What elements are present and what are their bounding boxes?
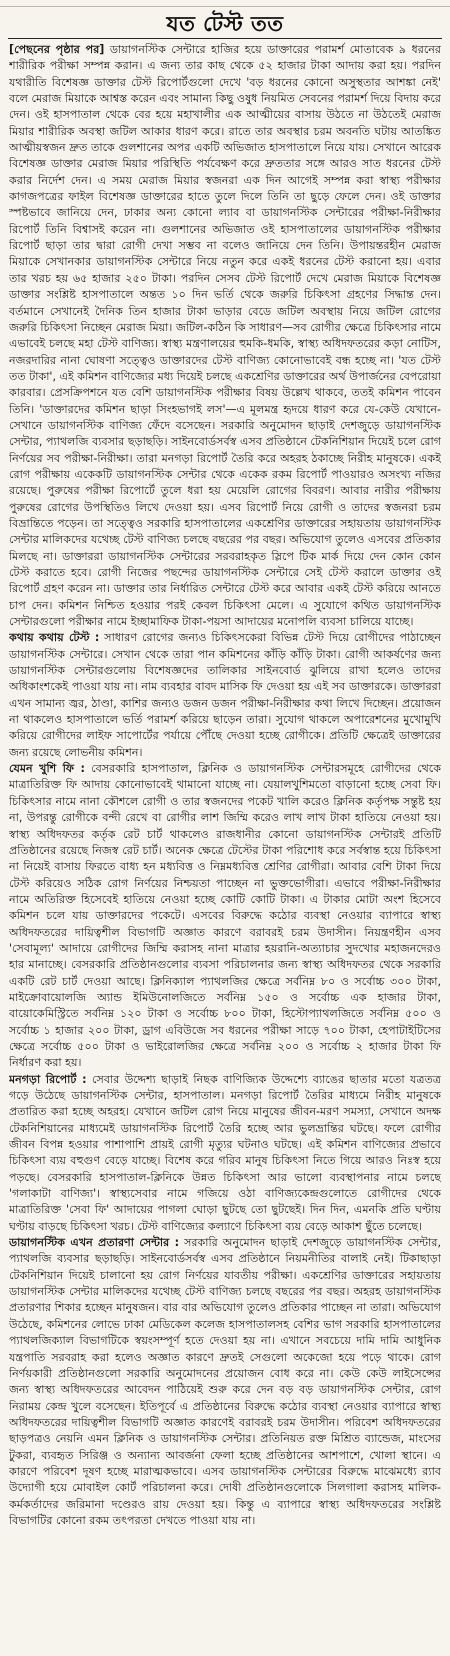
page-title: যত টেস্ট তত <box>166 12 284 36</box>
paragraph-lead: [পেছনের পৃষ্ঠার পর] <box>9 43 105 56</box>
subheading: কথায় কথায় টেস্ট : <box>9 631 100 645</box>
paragraph <box>9 1235 441 1529</box>
subheading: ডায়াগনস্টিক এখন প্রতারণা সেন্টার : <box>9 1236 180 1250</box>
running-head <box>0 0 450 7</box>
paragraph <box>9 1072 441 1235</box>
subheading: মনগড়া রিপোর্ট : <box>9 1072 87 1086</box>
paragraph-text: বেসরকারি হাসপাতাল, ক্লিনিক ও ডায়াগনস্টিক সেন্টারসমূহে রোগীদের থেকে মাত্রাতিরিক্ত ফি আদায় কোনোভাবেই থামানো যাচ্ছে না। যেয়ালখুশিমতো বাড়ানো হচ্ছে সেবা ফি। চিকিৎসার নামে নানা কৌশলে রোগী ও তার স্বজনদের পকেট খালি করেও ক্লিনিক কর্তৃপক্ষ সন্তুষ্ট হয় না, উপরন্তু রোগীকে বন্দী রেখে বা রোগীর লাশ জিম্মি করেও লাখ লাখ টাকা হাতিয়ে নেওয়া হয়। স্বাস্থ্য অধিদফতর কর্তৃক রেট চার্ট থাকলেও রাজধানীর কোনো ডায়াগনস্টিক সেন্টারই প্রতিটি প্রতিষ্ঠানের রয়েছে নিজস্ব রেট চার্ট। অনেক ক্ষেত্রে টেস্টের টাকা পরিশোধ করে সর্বস্বান্ত হয়ে চিকিৎসা না নিয়েই বাসায় ফিরতে বাধ্য হন মধ্যবিত্ত ও নিম্নমধ্যবিত্ত শ্রেণির রোগীরা। আবার বেশি টাকা দিয়ে টেস্ট করিয়েও সঠিক রোগ নির্ণয়ের নিশ্চয়তা পাচ্ছেন না ভুক্তভোগীরা। এভাবে পরীক্ষা-নিরীক্ষার নামে অতিরিক্ত হিসেবেই হাতিয়ে নেওয়া হচ্ছে কোটি কোটি টাকা। এ টাকার মোটা অংশ হিসেবে কমিশন চলে যায় ডাক্তারদের পকেটে। এসবের বিরুদ্ধে কঠোর ব্যবস্থা নেওয়ার ব্যাপারে স্বাস্থ্য অধিদফতরের দায়িত্বশীল বিভাগটি অজ্ঞাত কারণে বরাবরই চরম উদাসীন। নিয়ন্ত্রণহীন এসব 'সেবামূল্য' আদায়ে রোগীদের জিম্মি করাসহ নানা মাত্রার হয়রানি-অত্যাচার সুদখোর মহাজনদেরও হার মানাচ্ছে। বেসরকারি প্রতিষ্ঠানগুলোর ব্যবসা পরিচালনার জন্য স্বাস্থ্য অধিদফতর থেকে সরকারি একটি রেট চার্ট দেওয়া আছে। ক্লিনিক্যাল প্যাথলজির ক্ষেত্রে সর্বনিম্ন ৮০ ও সর্বোচ্চ ৩০০ টাকা, মাইক্রোবায়োলজি অ্যান্ড ইমিউনোলজিতে সর্বনিম্ন ১৫০ ও সর্বোচ্চ এক হাজার টাকা, বায়োকেমিস্ট্রিতে সর্বনিম্ন ১২০ টাকা ও সর্বোচ্চ ৮০০ টাকা, হিস্টোপ্যাথলজিতে সর্বনিম্ন ৫০০ ও সর্বোচ্চ ১ হাজার ২০০ টাকা, ড্রাগ এবিউজে সব ধরনের পরীক্ষা সাড়ে ৭০০ টাকা, হেপাটাইটিসের ক্ষেত্রে সর্বোচ্চ ৫০০ টাকা ও ভাইরোলজির ক্ষেত্রে সর্বনিম্ন ২০০ ও সর্বোচ্চ ২ হাজার টাকা ফি নির্ধারণ করা হয়। <box>9 762 441 1070</box>
paragraph-text: সাধারণ রোগের জন্যও চিকিৎসকেরা বিভিন্ন টেস্ট দিয়ে রোগীদের পাঠাচ্ছেন ডায়াগনস্টিক সেন্টারে। সেখান থেকে তারা পান কমিশনের কাঁড়ি কাঁড়ি টাকা। রোগী আকর্ষণের জন্য ডায়াগনস্টিক সেন্টারগুলোয় বিশেষজ্ঞদের তালিকার সাইনবোর্ড ঝুলিয়ে রাখা হলেও তাদের অধিকাংশকেই পাওয়া যায় না। নাম ব্যবহার বাবদ মাসিক ফি দেওয়া হয় এই সব ডাক্তারকে। ডাক্তাররা এখন সামান্য জ্বর, ঠাণ্ডা, কাশির জন্যও ডজন ডজন পরীক্ষা-নিরীক্ষার কথা লিখে দিচ্ছেন। প্রয়োজন না থাকলেও হাসপাতালে ভর্তি পরামর্শ করিয়ে ছাড়েন তারা। সুযোগ থাকলে অপারেশনের মুখোমুখি করিয়ে রোগীদের লাইফ সাপোর্টের পর্যায়ে পৌঁছে দেওয়া হচ্ছে রোগীকে। প্রতিটি ক্ষেত্রেই ডাক্তারের জন্য রয়েছে লোভনীয় কমিশন। <box>9 631 441 759</box>
paragraph-text: সরকারি অনুমোদন ছাড়াই দেশজুড়ে ডায়াগনস্টিক সেন্টার, প্যাথলজি ব্যবসার ছড়াছড়ি। সাইনবোর্ডসর্বস্ব এসব প্রতিষ্ঠানে নিয়মনীতির বালাই নেই। টিকাছাড়া টেকনিশিয়ান দিয়েই চালানো হয় রোগ নির্ণয়ের যাবতীয় পরীক্ষা। একশ্রেণির ডাক্তারের সহায়তায় ডায়াগনস্টিক সেন্টার মালিকদের যথেচ্ছ টেস্ট বাণিজ্য চলছে বছরের পর বছর। অহরহ ডায়াগনস্টিক প্রতারণার শিকার হচ্ছেন মানুষজন। বার বার অভিযোগ তুলেও প্রতিকার পাচ্ছেন না তারা। অভিযোগ উঠেছে, কমিশনের লোভে ঢাকা মেডিকেল কলেজ হাসপাতালসহ বেশির ভাগ সরকারি হাসপাতালের প্যাথলজিক্যাল বিভাগটিকে স্বয়ংসম্পূর্ণ হতে দেওয়া হয় না। এখানে সবচেয়ে দামি দামি আধুনিক যন্ত্রপাতি সরবরাহ করা হলেও অজ্ঞাত কারণে দ্রুতই সেগুলো অকেজো হয়ে পড়ে থাকে। রোগ নির্ণয়কারী প্রতিষ্ঠানগুলো সরকারি অনুমোদনের প্রয়োজন বোধ করে না। কেউ কেউ লাইসেন্সের জন্য স্বাস্থ্য অধিদফতরের আবেদন পাঠিয়েই শুরু করে দেন বড় বড় ডায়াগনস্টিক সেন্টার, রোগ নিরাময় কেন্দ্র খুলে বসেছেন। ইতিপূর্বে এ প্রতিষ্ঠানের বিরুদ্ধে কঠোর ব্যবস্থা নেওয়ার ব্যাপারে স্বাস্থ্য অধিদফতরের দায়িত্বশীল বিভাগটি অজ্ঞাত কারণেই বরাবরই চরম উদাসীন। পরিবেশ অধিদফতরের ছাড়পত্রও নেয়নি এমন ক্লিনিক ও ডায়াগনস্টিক সেন্টার। প্রতিনিয়ত রক্ত মিশ্রিত ব্যান্ডেজ, মাংসের টুকরা, ব্যবহৃত সিরিঞ্জ ও অন্যান্য আবর্জনা ফেলা হচ্ছে প্রতিষ্ঠানের আশপাশে, খোলা স্থানে। এ কারণে পরিবেশ দূষণ হচ্ছে মারাত্মকভাবে। এসব ডায়াগনস্টিক সেন্টারের বিরুদ্ধে মাঝেমধ্যে র‌্যাব উদ্যোগী হয়ে মোবাইল কোর্ট পরিচালনা করে। দোষী প্রতিষ্ঠানগুলোকে সিলগালা করাসহ মালিক-কর্মকর্তাদের জরিমানা দণ্ডেরও রায় দেওয়া হয়। কিন্তু এ ব্যাপারে স্বাস্থ্য অধিদফতরের সংশ্লিষ্ট বিভাগটির কোনো রকম তৎপরতা দেখতে পাওয়া যায় না। <box>9 1236 441 1527</box>
paragraph-text: ডায়াগনস্টিক সেন্টারে হাজির হয়ে ডাক্তারের পরামর্শ মোতাবেক ৯ ধরনের শারীরিক পরীক্ষা সম্পন্ন করান। এ জন্য তার কাছ থেকে ৫২ হাজার টাকা আদায় করা হয়। পরদিন যথারীতি বিশেষজ্ঞ ডাক্তার টেস্ট রিপোর্টগুলো দেখে 'বড় ধরনের কোনো অসুস্থতার আশঙ্কা নেই' বলে মেরাজ মিয়াকে আশ্বস্ত করেন এবং সামান্য কিছু ওষুধ নিয়মিত সেবনের পরামর্শ দিয়ে বিদায় করে দেন। ওই হাসপাতাল থেকে বের হয়ে মহাখালীর এক আত্মীয়ের বাসায় উঠতে না উঠতেই মেরাজ মিয়ার শারীরিক অবস্থা জটিল আকার ধারণ করে। রাতে তার অবস্থার চরম অবনতি ঘটায় আতঙ্কিত আত্মীয়স্বজন দ্রুত তাকে গুলশানের অপর একটি অভিজাত হাসপাতালে নিয়ে যায়। সেখানে আরেক বিশেষজ্ঞ ডাক্তার মেরাজ মিয়ার পরিস্থিতি পর্যবেক্ষণ করে দ্রুততার সঙ্গে আরও সাত ধরনের টেস্ট করার নির্দেশ দেন। এ সময় মেরাজ মিয়ার স্বজনরা এক দিন আগেই সম্পন্ন করা স্বাস্থ্য পরীক্ষার কাগজপত্রের ফাইল বিশেষজ্ঞ ডাক্তারের হাতে তুলে দিলে তিনি তা ছুড়ে ফেলে দেন। ওই ডাক্তার স্পষ্টভাবে জানিয়ে দেন, ঢাকার অন্য কোনো ল্যাব বা ডায়াগনস্টিক সেন্টারের পরীক্ষা-নিরীক্ষার রিপোর্ট তিনি বিশ্বাসই করেন না। গুলশানের অভিজাত ওই হাসপাতালের ডায়াগনস্টিক পরীক্ষার রিপোর্ট ছাড়া তার দ্বারা রোগী দেখা সম্ভব না বলেও জানিয়ে দেন তিনি। উপায়ন্তরহীন মেরাজ মিয়াকে সেখানকার ডায়াগনস্টিক সেন্টারে নিয়ে নতুন করে একই ধরনের টেস্ট করানো হয়। এবার তার খরচ হয় ৬৫ হাজার ২৫০ টাকা। পরদিন সেসব টেস্ট রিপোর্ট দেখে মেরাজ মিয়াকে বিশেষজ্ঞ ডাক্তার সংশ্লিষ্ট হাসপাতালে অন্তত ১০ দিন ভর্তি থেকে জরুরি চিকিৎসা গ্রহণের সিদ্ধান্ত দেন। বর্তমানে সেখানেই দৈনিক তিন হাজার টাকা ভাড়ার বেডে জটিল অবস্থায় নিয়ে জটিল রোগের জরুরি চিকিৎসা নিচ্ছেন মেরাজ মিয়া। জটিল-কঠিন কি সাধারণ—সব রোগীর ক্ষেত্রে চিকিৎসার নামে এভাবেই চলছে মহা টেস্ট বাণিজ্য। স্বাস্থ্য মন্ত্রণালয়ের হুমকি-ধমকি, স্বাস্থ্য অধিদফতরের কড়া নোটিস, নজরদারির নানা ঘোষণা সত্ত্বেও ডাক্তারদের টেস্ট বাণিজ্য কোনোভাবেই বন্ধ হচ্ছে না। 'যত টেস্ট তত টাকা', এই কমিশন বাণিজ্যের মধ্য দিয়েই চলছে একশ্রেণির ডাক্তারের অর্থ উপার্জনের বেপরোয়া কারবার। প্রেসক্রিপশনে যত বেশি ডায়াগনস্টিক পরীক্ষার বিষয় উল্লেখ থাকবে, ততই কমিশন পাবেন তিনি। 'ডাক্তারদের কমিশন ছাড়া সিংহভাগই লস'—এ মূলমন্ত্র হৃদয়ে ধারণ করে যে-কেউ যেখানে-সেখানে ডায়াগনস্টিক বাণিজ্য ফেঁদে বসেছেন। সরকারি অনুমোদন ছাড়াই দেশজুড়ে ডায়াগনস্টিক সেন্টার, প্যাথলজি ব্যবসার ছড়াছড়ি। সাইনবোর্ডসর্বস্ব এসব প্রতিষ্ঠানে টেকনিশিয়ান দিয়েই চলে রোগ নির্ণয়ের সব পরীক্ষা-নিরীক্ষা। তারা মনগড়া রিপোর্ট তৈরি করে অহরহ ঠকাচ্ছে নিরীহ মানুষকে। একই রোগ পরীক্ষায় একেকটি ডায়াগনস্টিক সেন্টার থেকে একেক রকম রিপোর্ট পাওয়ারও অসংখ্য নজির রয়েছে। পুরুষের পরীক্ষা রিপোর্টে তুলে ধরা হয় মেয়েলি রোগের বিবরণ। আবার নারীর পরীক্ষায় পুরুষের রোগের উপস্থিতিও লিখে দেওয়া হয়। এসব রিপোর্ট নিয়ে রোগী ও তাদের স্বজনরা চরম বিভ্রান্তিতে পড়েন। তা সত্ত্বেও সরকারি হাসপাতালের একশ্রেণির ডাক্তারের সহায়তায় ডায়াগনস্টিক সেন্টার মালিকদের যথেচ্ছ টেস্ট বাণিজ্য চলছে বছরের পর বছর। অভিযোগ তুলেও এসবের প্রতিকার মিলছে না। ডাক্তাররা ডায়াগনস্টিক সেন্টারের সরবরাহকৃত স্লিপে টিক মার্ক দিয়ে দেন কোন কোন টেস্ট করাতে হবে। রোগী নিজের পছন্দের ডায়াগনস্টিক সেন্টারে সেই টেস্ট করালে ডাক্তার ওই রিপোর্ট গ্রহণ করেন না। ডাক্তার তার নির্ধারিত সেন্টারে টেস্ট করে আবার একই টেস্ট করিয়ে আনতে চাপ দেন। কমিশন নিশ্চিত হওয়ার পরই কেবল চিকিৎসা মেলে। এ সুযোগে কথিত ডায়াগনস্টিক সেন্টারগুলো পরীক্ষার নামে ইচ্ছামাফিক টাকা-পয়সা আদায়ের মনোপলি ব্যবসা চালিয়ে যাচ্ছে। <box>9 43 441 629</box>
article-body <box>9 42 441 1650</box>
paragraph <box>9 630 441 761</box>
subheading: যেমন খুশি ফি : <box>9 762 85 776</box>
title-rule <box>8 38 442 39</box>
paragraph <box>9 761 441 1072</box>
paragraph-text: সেবার উদ্দেশ্য ছাড়াই নিছক বাণিজ্যিক উদ্দেশ্যে ব্যাঙের ছাতার মতো যত্রতত্র গড়ে উঠেছে ডায়াগনস্টিক সেন্টার, হাসপাতাল। মনগড়া রিপোর্ট তৈরির মাধ্যমে নিরীহ মানুষকে প্রতারিত করা হচ্ছে অহরহ। যেখানে জটিল রোগ নিয়ে মানুষের জীবন-মরণ সমস্যা, সেখানে অদক্ষ টেকনিশিয়ানের মাধ্যমেই ডায়াগনস্টিক রিপোর্ট তৈরি হচ্ছে আর ভুলভ্রান্তির ঘটছে। ফলে রোগীর জীবন বিপন্ন হওয়ার পাশাপাশি প্রায়ই রোগী মৃত্যুর ঘটনাও ঘটছে। এই কমিশন বাণিজ্যের প্রভাবে চিকিৎসা ব্যয় বহুগুণ বেড়ে যাচ্ছে। বিশেষ করে গরিব মানুষ চিকিৎসা নিতে গিয়ে আরও নিঃস্ব হয়ে পড়ছে। বেসরকারি হাসপাতাল-ক্লিনিকে উন্নত চিকিৎসা আর ভালো ব্যবস্থাপনার নামে চলছে 'গলাকাটা বাণিজ্য'। স্বাস্থ্যসেবার নামে গজিয়ে ওঠা বাণিজ্যকেন্দ্রগুলোতে রোগীদের থেকে মাত্রাতিরিক্ত 'সেবা ফি' আদায়ের পাগলা ঘোড়া ছুটছে তো ছুটছেই। দিন দিন, এমনকি প্রতি ঘণ্টায় ঘণ্টায় বাড়ছে চিকিৎসা খরচ। টেস্ট বাণিজ্যের কল্যাণে চিকিৎসা ব্যয় বেড়ে আকাশ ছুঁতে চলেছে। <box>9 1072 441 1233</box>
paragraph <box>9 42 441 630</box>
